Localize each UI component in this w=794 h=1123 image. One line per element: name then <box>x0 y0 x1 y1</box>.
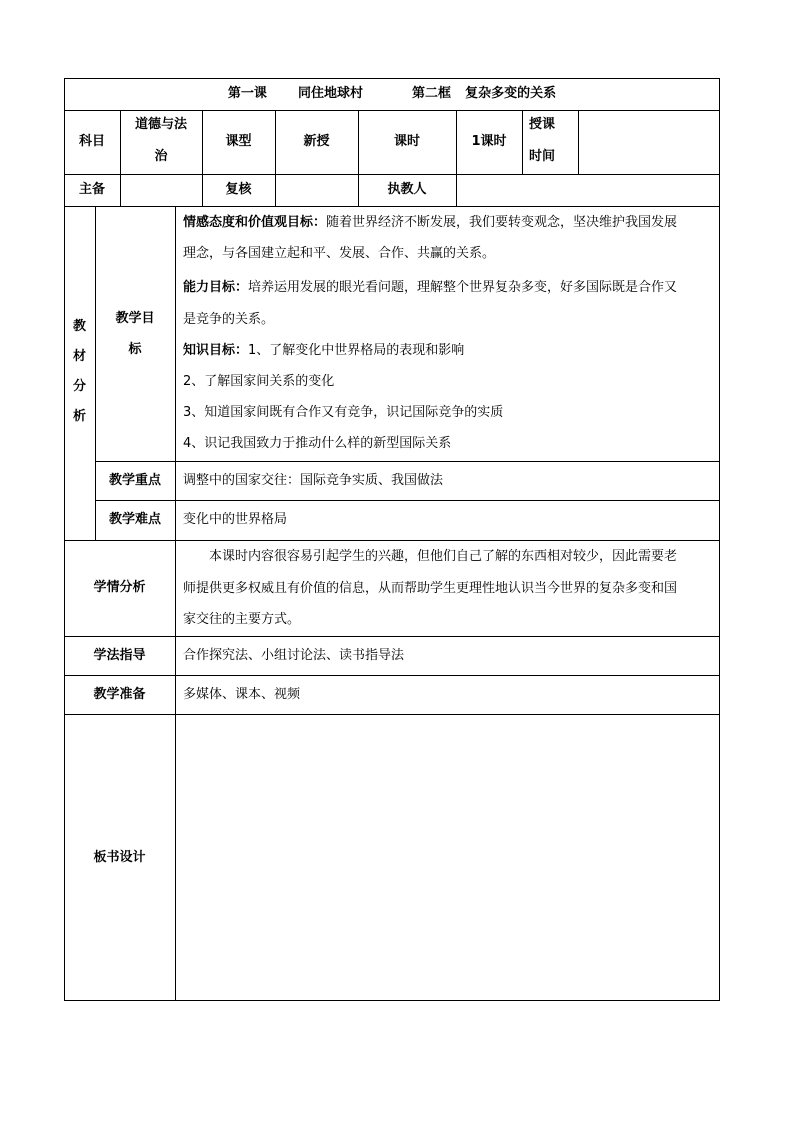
difficulty-text: 变化中的世界格局 <box>183 512 288 527</box>
board-design-label: 板书设计 <box>93 850 146 865</box>
student-analysis-line3: 家交往的主要方式。 <box>183 612 301 627</box>
knowledge-item: 4、识记我国致力于推动什么样的新型国际关系 <box>183 436 452 451</box>
emotion-goal-heading: 情感态度和价值观目标： <box>183 215 327 230</box>
hours-label: 课时 <box>393 134 420 149</box>
method-label: 学法指导 <box>93 648 146 663</box>
student-analysis-line1: 本课时内容很容易引起学生的兴趣，但他们自己了解的东西相对较少，因此需要老 <box>209 549 678 564</box>
page-title <box>64 85 720 103</box>
method-text: 合作探究法、小组讨论法、读书指导法 <box>183 648 405 663</box>
analysis-side-label-1: 教 <box>72 319 86 334</box>
knowledge-goal-heading: 知识目标： <box>183 343 249 358</box>
row-divider <box>64 675 720 676</box>
col-divider <box>456 110 457 206</box>
knowledge-item: 1、了解变化中世界格局的表现和影响 <box>248 343 465 358</box>
type-label: 课型 <box>225 134 252 149</box>
ability-goal-line1 <box>183 278 677 298</box>
section-number: 第二框 <box>412 86 452 101</box>
col-divider <box>275 110 276 206</box>
preparation-label: 教学准备 <box>93 687 146 702</box>
emotion-goal-line2: 理念，与各国建立起和平、发展、合作、共赢的关系。 <box>183 246 496 261</box>
review-label: 复核 <box>225 182 252 197</box>
knowledge-goal-line1 <box>183 341 464 361</box>
row-divider <box>64 174 720 175</box>
teacher-label: 执教人 <box>387 182 427 197</box>
lesson-number: 第一课 <box>227 86 267 101</box>
subject-label: 科目 <box>78 134 105 149</box>
key-points-text: 调整中的国家交往：国际竞争实质、我国做法 <box>183 473 444 488</box>
student-analysis-label: 学情分析 <box>93 580 146 595</box>
emotion-goal-text: 随着世界经济不断发展，我们要转变观念，坚决维护我国发展 <box>326 215 678 230</box>
time-label-line1: 授课 <box>529 117 556 132</box>
emotion-goal-line1 <box>183 213 677 233</box>
time-label-line2: 时间 <box>529 149 556 164</box>
knowledge-item: 2、了解国家间关系的变化 <box>183 374 335 389</box>
goals-label-line2: 标 <box>128 342 142 357</box>
student-analysis-line2: 师提供更多权威且有价值的信息，从而帮助学生更理性地认识当今世界的复杂多变和国 <box>183 581 678 596</box>
key-points-label: 教学重点 <box>108 473 161 488</box>
col-divider <box>522 110 523 174</box>
lesson-name: 同住地球村 <box>297 86 363 101</box>
row-divider <box>64 636 720 637</box>
hours-value: 1课时 <box>471 134 507 149</box>
col-divider <box>120 174 121 206</box>
col-divider <box>578 110 579 174</box>
preparation-text: 多媒体、课本、视频 <box>183 687 301 702</box>
row-divider <box>95 500 720 501</box>
ability-goal-line2: 是竞争的关系。 <box>183 312 275 327</box>
knowledge-item: 3、知道国家间既有合作又有竞争，识记国际竞争的实质 <box>183 405 504 420</box>
row-divider <box>64 110 720 111</box>
board-design-area[interactable] <box>176 715 719 1000</box>
difficulty-label: 教学难点 <box>108 512 161 527</box>
ability-goal-heading: 能力目标： <box>183 280 249 295</box>
row-divider <box>95 461 720 462</box>
prepare-label: 主备 <box>78 182 105 197</box>
analysis-side-label-4: 析 <box>72 409 86 424</box>
row-divider <box>64 206 720 207</box>
section-name: 复杂多变的关系 <box>465 86 557 101</box>
type-value: 新授 <box>303 134 330 149</box>
subject-value-line2: 治 <box>154 149 168 164</box>
analysis-side-label-2: 材 <box>72 349 86 364</box>
ability-goal-text: 培养运用发展的眼光看问题，理解整个世界复杂多变，好多国际既是合作又 <box>248 280 678 295</box>
analysis-side-label-3: 分 <box>72 379 86 394</box>
row-divider <box>64 540 720 541</box>
goals-label-line1: 教学目 <box>115 311 155 326</box>
subject-value-line1: 道德与法 <box>134 117 187 132</box>
